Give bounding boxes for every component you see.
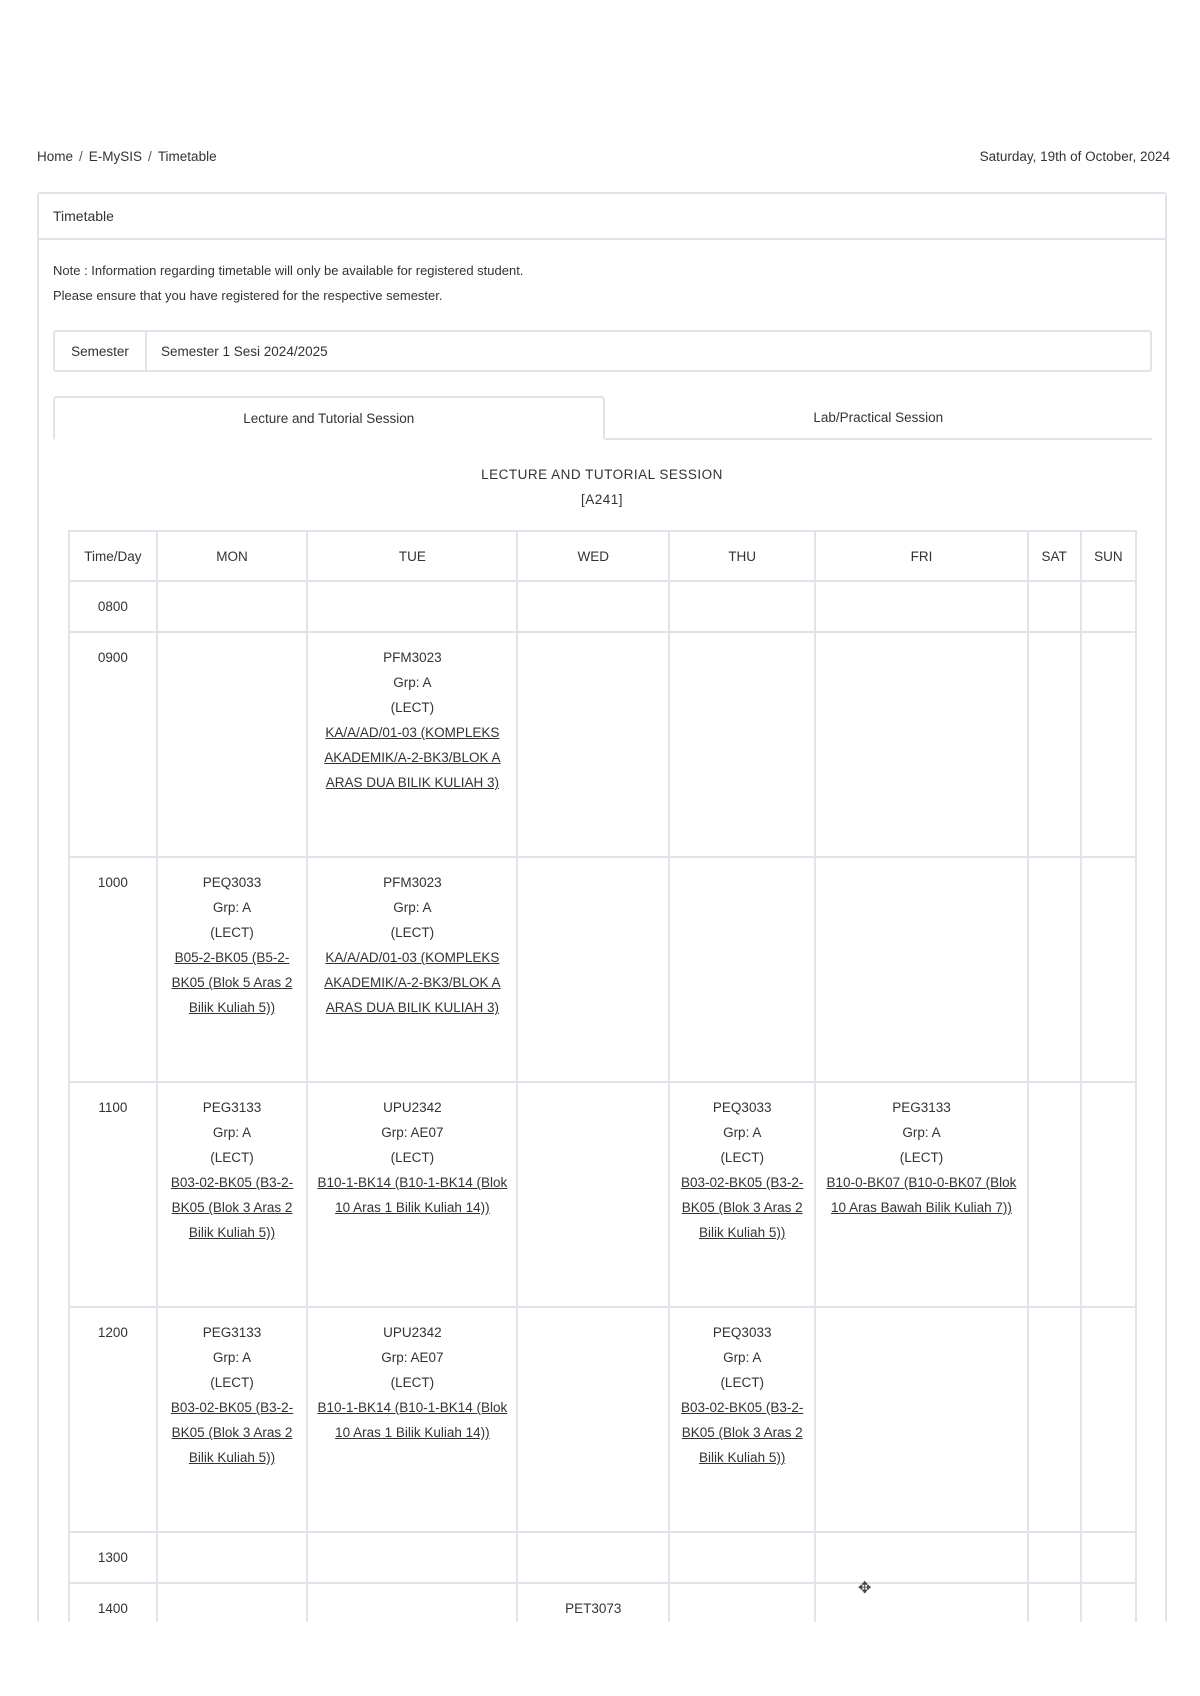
timetable-cell: [669, 1532, 815, 1583]
timetable-cell: [517, 1532, 669, 1583]
timetable-grid: [68, 530, 1137, 1622]
class-entry: [316, 1095, 508, 1220]
top-bar: [37, 145, 1170, 167]
class-entry: [316, 1320, 508, 1445]
course-code: PEG3133: [202, 1100, 262, 1115]
course-code: PFM3023: [383, 650, 442, 665]
table-row: [69, 1583, 1136, 1622]
timetable-cell: [517, 1307, 669, 1532]
table-row: [69, 1307, 1136, 1532]
course-code: PEQ3033: [712, 1100, 772, 1115]
class-entry: [678, 1095, 806, 1245]
location-link[interactable]: B03-02-BK05 (B3-2-BK05 (Blok 3 Aras 2 Bilik Kuliah 5)): [681, 1400, 804, 1465]
timetable-cell: [517, 857, 669, 1082]
location-link[interactable]: B10-1-BK14 (B10-1-BK14 (Blok 10 Aras 1 Bilik Kuliah 14)): [317, 1175, 508, 1215]
header-mon: MON: [157, 531, 308, 581]
class-entry: [678, 1320, 806, 1470]
timetable-cell: [1081, 1082, 1136, 1307]
timetable-cell: [517, 581, 669, 632]
group: Grp: A: [212, 1125, 252, 1140]
table-row: [69, 1532, 1136, 1583]
timetable-cell: [1028, 857, 1081, 1082]
timetable-cell: [1028, 1532, 1081, 1583]
current-date: Saturday, 19th of October, 2024: [979, 148, 1170, 164]
table-row: [69, 857, 1136, 1082]
timetable-cell: [307, 581, 517, 632]
header-thu: THU: [669, 531, 815, 581]
course-code: UPU2342: [383, 1100, 442, 1115]
time-slot: 0900: [69, 632, 157, 857]
header-row: [69, 531, 1136, 581]
session-type: (LECT): [390, 925, 435, 940]
timetable-cell: [1028, 1307, 1081, 1532]
location-link[interactable]: B03-02-BK05 (B3-2-BK05 (Blok 3 Aras 2 Bilik Kuliah 5)): [170, 1175, 294, 1240]
timetable-cell: [669, 1583, 815, 1622]
timetable-cell: [517, 1583, 669, 1622]
session-type: (LECT): [899, 1150, 944, 1165]
class-entry: [316, 645, 508, 795]
breadcrumb-separator: /: [79, 148, 83, 164]
timetable-cell: [307, 1082, 517, 1307]
group: Grp: A: [723, 1125, 762, 1140]
timetable-cell: [1081, 581, 1136, 632]
group: Grp: A: [902, 1125, 941, 1140]
timetable-cell: [157, 857, 308, 1082]
class-entry: [824, 1095, 1018, 1220]
header-sun: SUN: [1081, 531, 1136, 581]
semester-label: Semester: [55, 332, 147, 370]
timetable-cell: [669, 1307, 815, 1532]
course-code: PEG3133: [892, 1100, 951, 1115]
group: Grp: AE07: [381, 1350, 444, 1365]
time-slot: 0800: [69, 581, 157, 632]
course-code: PET3073: [565, 1601, 622, 1616]
timetable-cell: [669, 1082, 815, 1307]
registration-note: [53, 258, 523, 308]
breadcrumb-separator: /: [148, 148, 152, 164]
timetable-cell: [157, 1082, 308, 1307]
session-type: (LECT): [720, 1375, 764, 1390]
breadcrumb-emysis[interactable]: E-MySIS: [88, 148, 143, 164]
card-title: Timetable: [39, 194, 1165, 240]
table-row: [69, 632, 1136, 857]
timetable-cell: [157, 1583, 308, 1622]
session-title: LECTURE AND TUTORIAL SESSION: [481, 467, 723, 482]
table-row: [69, 1082, 1136, 1307]
session-type: (LECT): [720, 1150, 764, 1165]
semester-selector[interactable]: [53, 330, 1152, 372]
group: Grp: A: [723, 1350, 762, 1365]
timetable-cell: [307, 1583, 517, 1622]
session-type: (LECT): [390, 1150, 435, 1165]
breadcrumb-home[interactable]: Home: [37, 148, 74, 164]
timetable-cell: [815, 1532, 1027, 1583]
session-type: (LECT): [210, 1150, 254, 1165]
timetable-cell: [815, 1307, 1027, 1532]
timetable-cell: [307, 632, 517, 857]
location-link[interactable]: B10-0-BK07 (B10-0-BK07 (Blok 10 Aras Bawah Bilik Kuliah 7)): [826, 1175, 1017, 1215]
course-code: UPU2342: [383, 1325, 442, 1340]
group: Grp: A: [212, 1350, 252, 1365]
timetable-cell: [157, 632, 308, 857]
tab-lab-practical[interactable]: Lab/Practical Session: [813, 409, 944, 425]
session-type: (LECT): [390, 1375, 435, 1390]
timetable-cell: [157, 581, 308, 632]
location-link[interactable]: B03-02-BK05 (B3-2-BK05 (Blok 3 Aras 2 Bilik Kuliah 5)): [170, 1400, 294, 1465]
class-entry: [166, 870, 299, 1020]
timetable-cell: [1081, 1532, 1136, 1583]
timetable-cell: [815, 1082, 1027, 1307]
class-entry: [526, 1596, 660, 1621]
location-link[interactable]: KA/A/AD/01-03 (KOMPLEKS AKADEMIK/A-2-BK3/BLOK A ARAS DUA BILIK KULIAH 3): [324, 725, 501, 790]
timetable-cell: [307, 857, 517, 1082]
class-entry: [166, 1095, 299, 1245]
header-wed: WED: [517, 531, 669, 581]
session-type: (LECT): [210, 925, 254, 940]
tab-lecture-tutorial[interactable]: Lecture and Tutorial Session: [53, 396, 605, 440]
time-slot: 1000: [69, 857, 157, 1082]
group: Grp: A: [393, 675, 432, 690]
time-slot: 1200: [69, 1307, 157, 1532]
timetable-cell: [1081, 1583, 1136, 1622]
time-slot: 1300: [69, 1532, 157, 1583]
breadcrumb: [37, 149, 217, 164]
timetable-cell: [1081, 1307, 1136, 1532]
session-tabs: [53, 396, 1152, 440]
table-row: [69, 581, 1136, 632]
timetable-cell: [307, 1307, 517, 1532]
session-code: [A241]: [580, 492, 624, 507]
session-heading: [39, 462, 1165, 512]
class-entry: [166, 1320, 299, 1470]
course-code: PEG3133: [202, 1325, 262, 1340]
header-sat: SAT: [1028, 531, 1081, 581]
course-code: PFM3023: [383, 875, 442, 890]
move-icon[interactable]: ✥: [858, 1580, 872, 1597]
group: Grp: AE07: [381, 1125, 444, 1140]
header-fri: FRI: [815, 531, 1027, 581]
timetable-card: [37, 192, 1167, 1622]
course-code: PEQ3033: [202, 875, 262, 890]
note-line-1: Note : Information regarding timetable will only be available for registered student.: [53, 263, 524, 278]
breadcrumb-timetable: Timetable: [157, 148, 217, 164]
timetable-cell: [517, 632, 669, 857]
timetable-cell: [1028, 581, 1081, 632]
header-tue: TUE: [307, 531, 517, 581]
timetable-cell: [815, 581, 1027, 632]
timetable-cell: [1028, 632, 1081, 857]
header-time-day: Time/Day: [69, 531, 157, 581]
semester-value[interactable]: Semester 1 Sesi 2024/2025: [161, 343, 328, 359]
timetable-cell: [1028, 1583, 1081, 1622]
location-link[interactable]: B05-2-BK05 (B5-2-BK05 (Blok 5 Aras 2 Bilik Kuliah 5)): [171, 950, 293, 1015]
timetable-cell: [1081, 857, 1136, 1082]
class-entry: [316, 870, 508, 1020]
timetable-cell: [517, 1082, 669, 1307]
timetable-cell: [1028, 1082, 1081, 1307]
timetable-cell: [1081, 632, 1136, 857]
time-slot: 1100: [69, 1082, 157, 1307]
time-slot: 1400: [69, 1583, 157, 1622]
timetable-cell: [157, 1307, 308, 1532]
timetable-cell: [307, 1532, 517, 1583]
group: Grp: A: [212, 900, 252, 915]
group: Grp: A: [393, 900, 432, 915]
timetable-cell: [669, 857, 815, 1082]
timetable-cell: [815, 632, 1027, 857]
timetable-cell: [815, 857, 1027, 1082]
course-code: PEQ3033: [712, 1325, 772, 1340]
timetable-cell: [669, 581, 815, 632]
location-link[interactable]: B10-1-BK14 (B10-1-BK14 (Blok 10 Aras 1 Bilik Kuliah 14)): [317, 1400, 508, 1440]
timetable-cell: [669, 632, 815, 857]
timetable-cell: [815, 1583, 1027, 1622]
timetable-cell: [157, 1532, 308, 1583]
note-line-2: Please ensure that you have registered for the respective semester.: [53, 288, 443, 303]
session-type: (LECT): [210, 1375, 254, 1390]
session-type: (LECT): [390, 700, 435, 715]
location-link[interactable]: B03-02-BK05 (B3-2-BK05 (Blok 3 Aras 2 Bilik Kuliah 5)): [681, 1175, 804, 1240]
location-link[interactable]: KA/A/AD/01-03 (KOMPLEKS AKADEMIK/A-2-BK3/BLOK A ARAS DUA BILIK KULIAH 3): [324, 950, 501, 1015]
